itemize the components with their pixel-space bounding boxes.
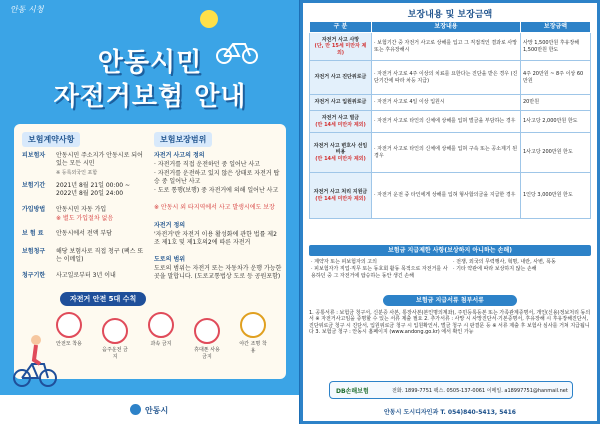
- premium-value: 안동시에서 전액 부담: [56, 230, 112, 237]
- coverage-table: [309, 21, 591, 219]
- documents-text: 1. 공통서류 : 보험금 청구서, 신분증 사본, 통장사본(본인명의계좌), 주민등록등본 또는 가족관계증명서, 개인(신용)정보처리 동의서 ※ 자전거사고임을 증명할 수 있는 서류 제출 필요 2. 추가서류 : 사망 시 사망진단서·기본증명서, 후유장해 시 후유장해진단서, 진단위로금 청구 시 진단서, 입원위로금 청구 시 입원확인서, 벌금 청구 시 판결문 등 ※ 서류 제출 후 보험사 심사를 거쳐 지급됩니다 3. 보험금 청구 : 안동시 홈페이지 (www.andong.go.kr) 에서 확인 가능: [309, 310, 591, 336]
- table-cell-amount: 20만원: [521, 95, 591, 111]
- city-name: 안동시: [145, 406, 169, 415]
- exclusion-list-left: [311, 259, 449, 280]
- scope-heading: 보험보장범위: [154, 132, 212, 147]
- rule-label-3: 과속 금지: [150, 341, 172, 347]
- table-cell-content: · 자전거 사고로 타인의 신체에 상해를 입혀 구속 또는 공소제기 된 경우: [372, 133, 521, 173]
- table-row: [310, 111, 591, 133]
- list-item: · 계약자 또는 피보험자의 고의: [311, 259, 377, 265]
- rule-label-5: 야간 조명 착용: [239, 341, 267, 354]
- scope-item1: · 자전거를 직접 운전하던 중 일어난 사고: [154, 161, 261, 168]
- method-note: ※ 별도 가입절차 없음: [56, 215, 114, 222]
- scope-sub2: 자전거 정의: [154, 222, 186, 229]
- scope-item2: · 자전거를 운전하고 있지 않은 상태로 자전거 탑승 중 일어난 사고: [154, 170, 280, 185]
- no-drinking-icon: [102, 318, 128, 344]
- table-cell-amount: 1사고당 2,000만원 한도: [521, 111, 591, 133]
- sun-icon: [200, 10, 218, 28]
- premium-row: [22, 230, 146, 238]
- table-header-category: 구 분: [310, 22, 372, 33]
- deadline-row: [22, 272, 146, 280]
- table-cell-content: · 보험기간 중 자전거 사고로 상해를 입고 그 직접적인 결과로 사망 또는 후유장해시: [372, 33, 521, 61]
- period-value: 2021년 8월 21일 00:00 ~ 2022년 8월 20일 24:00: [56, 182, 131, 197]
- insurer-contact-box: [329, 381, 573, 399]
- coverage-title: 보장내용 및 보장금액: [407, 10, 493, 20]
- night-light-icon: [240, 312, 266, 338]
- method-row: [22, 206, 146, 214]
- table-cell-amount: 1사고당 200만원 한도: [521, 133, 591, 173]
- claim-row: [22, 248, 146, 264]
- table-row: [310, 61, 591, 95]
- page-title-line1: 안동시민: [97, 48, 203, 78]
- table-header-content: 보장내용: [372, 22, 521, 33]
- footer-contact: 안동시 도시디자인과 T. 054)840-5413, 5416: [384, 409, 516, 416]
- rule-label-4: 휴대폰 사용 금지: [194, 347, 220, 360]
- table-row: [310, 95, 591, 111]
- table-cell-amount: 사망 1,500만원 후유장해 1,500만원 한도: [521, 33, 591, 61]
- list-item: · 기타 약관에 따라 보상하지 않는 손해: [453, 266, 537, 272]
- table-cell-category: 자전거 사고 사망 (단, 만 15세 미만자 제외): [310, 33, 372, 61]
- scope-sub1: 자전거 사고의 정의: [154, 152, 205, 159]
- claim-key: 보험청구: [22, 248, 46, 255]
- insured-value: 안동시민 주소지가 안동시로 되어있는 모든 시민: [56, 152, 143, 167]
- no-phone-icon: [194, 318, 220, 344]
- insured-key: 피보험자: [22, 152, 46, 159]
- table-row: [310, 173, 591, 219]
- table-cell-content: · 자전거 운전 중 타인에게 상해를 입혀 형사합의금을 지급한 경우: [372, 173, 521, 219]
- insured-row: [22, 152, 146, 168]
- table-cell-category: 자전거 사고 벌금 (만 14세 미만자 제외): [310, 111, 372, 133]
- page-title-line2: 자전거보험 안내: [53, 82, 247, 112]
- safety-rules-title: 자전거 안전 5대 수칙: [60, 292, 146, 306]
- right-page: [300, 0, 600, 424]
- table-cell-category: 자전거 사고 변호사 선임비용 (만 14세 미만자 제외): [310, 133, 372, 173]
- city-emblem-icon: [130, 404, 141, 415]
- cyclist-illustration: [12, 330, 58, 390]
- table-cell-category: 자전거 사고 진단위로금: [310, 61, 372, 95]
- scope-note: ※ 안동시 외 타지역에서 사고 발생시에도 보장: [154, 204, 275, 211]
- list-item: · 피보험자가 직업·직무 또는 동호회 활동 목적으로 자전거를 사용하던 중 그 자전거에 탑승하는 동안 생긴 손해: [311, 266, 448, 279]
- table-cell-content: · 자전거 사고로 4일 이상 입원시: [372, 95, 521, 111]
- deadline-key: 청구기한: [22, 272, 46, 279]
- claim-value: 해당 보험사로 직접 청구 (팩스 또는 이메일): [56, 248, 144, 263]
- table-cell-amount: 1인당 3,000만원 한도: [521, 173, 591, 219]
- exclusion-band: 보험금 지급제한 사항(보상하지 아니하는 손해): [309, 245, 591, 256]
- table-cell-category: 자전거 사고 입원위로금: [310, 95, 372, 111]
- contract-heading: 보험계약사항: [22, 132, 80, 147]
- insurer-logo: DB손해보험: [336, 388, 369, 395]
- scope-item3: · 도로 통행(보행) 중 자전거에 의해 일어난 사고: [154, 187, 279, 194]
- period-row: [22, 182, 146, 198]
- no-speeding-icon: [148, 312, 174, 338]
- scope-definition: '자전거'란 자전거 이용 활성화에 관한 법률 제2조 제1호 및 제1호의2에 따른 자전거: [154, 231, 277, 246]
- table-cell-category: 자전거 사고 처리 지원금 (만 14세 미만자 제외): [310, 173, 372, 219]
- period-key: 보험기간: [22, 182, 46, 189]
- city-logo: 안동 시청: [10, 5, 44, 14]
- table-cell-content: · 자전거 사고로 4주 이상의 치료를 요한다는 진단을 받은 경우 (진단기간에 따라 차등 지급): [372, 61, 521, 95]
- table-header-amount: 보장금액: [521, 22, 591, 33]
- rule-label-1: 안전모 착용: [56, 341, 82, 347]
- table-row: [310, 33, 591, 61]
- scope-sub3: 도로의 범위: [154, 256, 186, 263]
- helmet-icon: [56, 312, 82, 338]
- deadline-value: 사고일로부터 3년 이내: [56, 272, 116, 279]
- list-item: · 전쟁, 외국의 무력행사, 혁명, 내란, 사변, 폭동: [453, 259, 556, 265]
- documents-band: 보험금 지급서류 첨부서류: [383, 295, 517, 306]
- table-row: [310, 133, 591, 173]
- premium-key: 보 험 료: [22, 230, 44, 237]
- insurer-contact-line: 전화. 1899-7751 팩스. 0505-137-0061 이메일. a18997751@hanmail.net: [392, 388, 568, 394]
- method-key: 가입방법: [22, 206, 46, 213]
- insured-note: ※ 등록외국인 포함: [56, 170, 98, 176]
- method-value: 안동시민 자동 가입: [56, 206, 107, 213]
- rule-label-2: 음주운전 금지: [102, 347, 128, 360]
- exclusion-list-right: [453, 259, 591, 273]
- scope-road: 도로의 범위는 자전거 또는 자동차가 운행 가능한 곳을 말합니다. (도로교통법상 도로 등 공원포함): [154, 265, 282, 280]
- table-cell-amount: 4주 20만원 ~ 8주 이상 60만원: [521, 61, 591, 95]
- table-cell-content: · 자전거 사고로 타인의 신체에 상해를 입혀 벌금을 부담하는 경우: [372, 111, 521, 133]
